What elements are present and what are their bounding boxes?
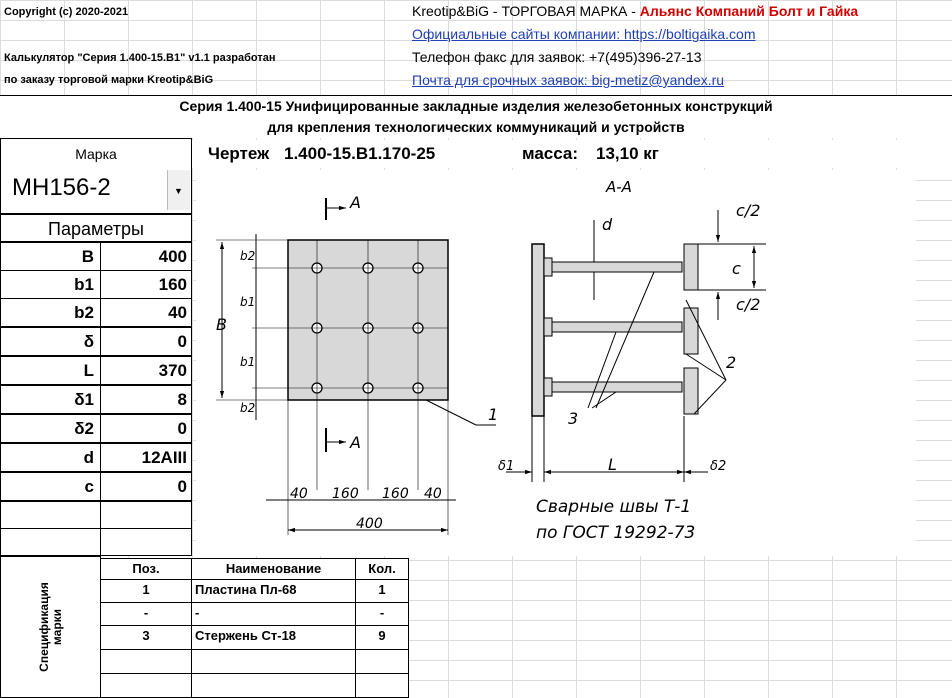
page-title-line1: Серия 1.400-15 Унифицированные закладные изделия железобетонных конструкций [0,95,952,118]
dim-bottom-1: 160 [332,486,359,502]
spec-header-name: Наименование [191,558,356,580]
spec-row-pos: - [100,602,192,626]
param-name-b2: b2 [0,298,101,327]
param-name-delta2: δ2 [0,414,101,443]
callout-2: 2 [726,353,737,372]
param-value-delta[interactable]: 0 [100,327,192,356]
param-name-c: c [0,472,101,501]
copyright-text: Copyright (c) 2020-2021 [4,6,129,18]
drawing-area [196,170,916,556]
dim-label-d: d [602,215,613,234]
param-value-delta2[interactable]: 0 [100,414,192,443]
param-name-delta1: δ1 [0,385,101,414]
marka-value: МН156-2 [12,174,111,201]
dim-label-b2-top: b2 [240,249,256,263]
phone-text: Телефон факс для заявок: +7(495)396-27-13 [412,49,702,65]
param-name-L: L [0,356,101,385]
param-empty-cell [0,501,101,529]
section-plate-shape [532,244,544,416]
spec-empty-cell [355,673,409,698]
brand-line [412,3,858,19]
spec-row-qty: 1 [355,579,409,603]
dim-label-c2-bottom: c/2 [736,295,761,314]
param-value-delta1[interactable]: 8 [100,385,192,414]
param-value-b2[interactable]: 40 [100,298,192,327]
dim-bottom-0: 40 [290,486,308,502]
dim-label-L: L [608,455,617,474]
spec-empty-cell [100,649,192,674]
calculator-info-line1: Калькулятор "Серия 1.400-15.В1" v1.1 разработан [4,52,276,64]
weld-note-line1: Сварные швы Т-1 [536,497,692,517]
brand-company: Альянс Компаний Болт и Гайка [639,3,859,19]
spec-header-pos: Поз. [100,558,192,580]
drawing-info-bar [192,140,952,168]
param-value-b1[interactable]: 160 [100,270,192,299]
param-value-d[interactable]: 12AIII [100,443,192,472]
param-empty-cell [100,501,192,529]
section-label: A-A [606,178,632,196]
dropdown-arrow-button[interactable] [167,170,190,210]
spec-row-pos: 1 [100,579,192,603]
sites-link[interactable]: Официальные сайты компании: https://boltigaika.com [412,26,756,42]
marka-dropdown[interactable] [2,168,190,212]
marka-label: Марка [75,146,117,162]
dim-label-c2-top: c/2 [736,201,761,220]
mass-value: 13,10 кг [596,144,659,163]
spec-row-name: - [191,602,356,626]
spec-row-pos: 3 [100,625,192,650]
dim-label-B: B [216,315,227,334]
weld-note-line2: по ГОСТ 19292-73 [536,523,696,543]
param-value-L[interactable]: 370 [100,356,192,385]
callout-3: 3 [568,409,579,428]
dim-label-b1-top: b1 [240,295,256,309]
param-value-c[interactable]: 0 [100,472,192,501]
drawing-label: Чертеж [208,144,270,163]
dim-bottom-3: 40 [424,486,442,502]
dim-total: 400 [356,516,383,532]
callout-1: 1 [488,405,499,424]
dim-bottom-2: 160 [382,486,409,502]
param-empty-cell [0,528,101,556]
chevron-down-icon: ▼ [174,186,183,196]
dim-label-b2-bottom: b2 [240,401,256,415]
dim-label-delta1: δ1 [498,459,515,474]
dim-label-delta2: δ2 [710,459,727,474]
spec-empty-cell [191,649,356,674]
spec-empty-cell [191,673,356,698]
spec-row-name: Пластина Пл-68 [191,579,356,603]
param-name-B: B [0,242,101,271]
param-empty-cell [100,528,192,556]
spec-header-qty: Кол. [355,558,409,580]
spec-empty-cell [355,649,409,674]
spec-row-qty: - [355,602,409,626]
cut-label-bottom: A [350,433,361,452]
calculator-info-line2: по заказу торговой марки Kreotip&BiG [4,74,214,86]
spec-side-label: Спецификация марки [37,582,64,672]
param-name-d: d [0,443,101,472]
param-name-b1: b1 [0,270,101,299]
param-name-delta: δ [0,327,101,356]
email-link[interactable]: Почта для срочных заявок: big-metiz@yandex.ru [412,72,725,88]
spec-empty-cell [100,673,192,698]
spec-row-qty: 9 [355,625,409,650]
technical-drawing [196,170,916,556]
page-title-line2: для крепления технологических коммуникаций и устройств [0,118,952,138]
dim-label-b1-bottom: b1 [240,355,256,369]
mass-label: масса: [522,144,579,163]
dim-label-c: c [732,259,741,278]
param-value-B[interactable]: 400 [100,242,192,271]
spec-row-name: Стержень Ст-18 [191,625,356,650]
brand-prefix: Kreotip&BiG - ТОРГОВАЯ МАРКА - [412,3,640,19]
drawing-value: 1.400-15.В1.170-25 [284,144,436,163]
cut-label-top: A [350,193,361,212]
params-title: Параметры [0,214,192,242]
